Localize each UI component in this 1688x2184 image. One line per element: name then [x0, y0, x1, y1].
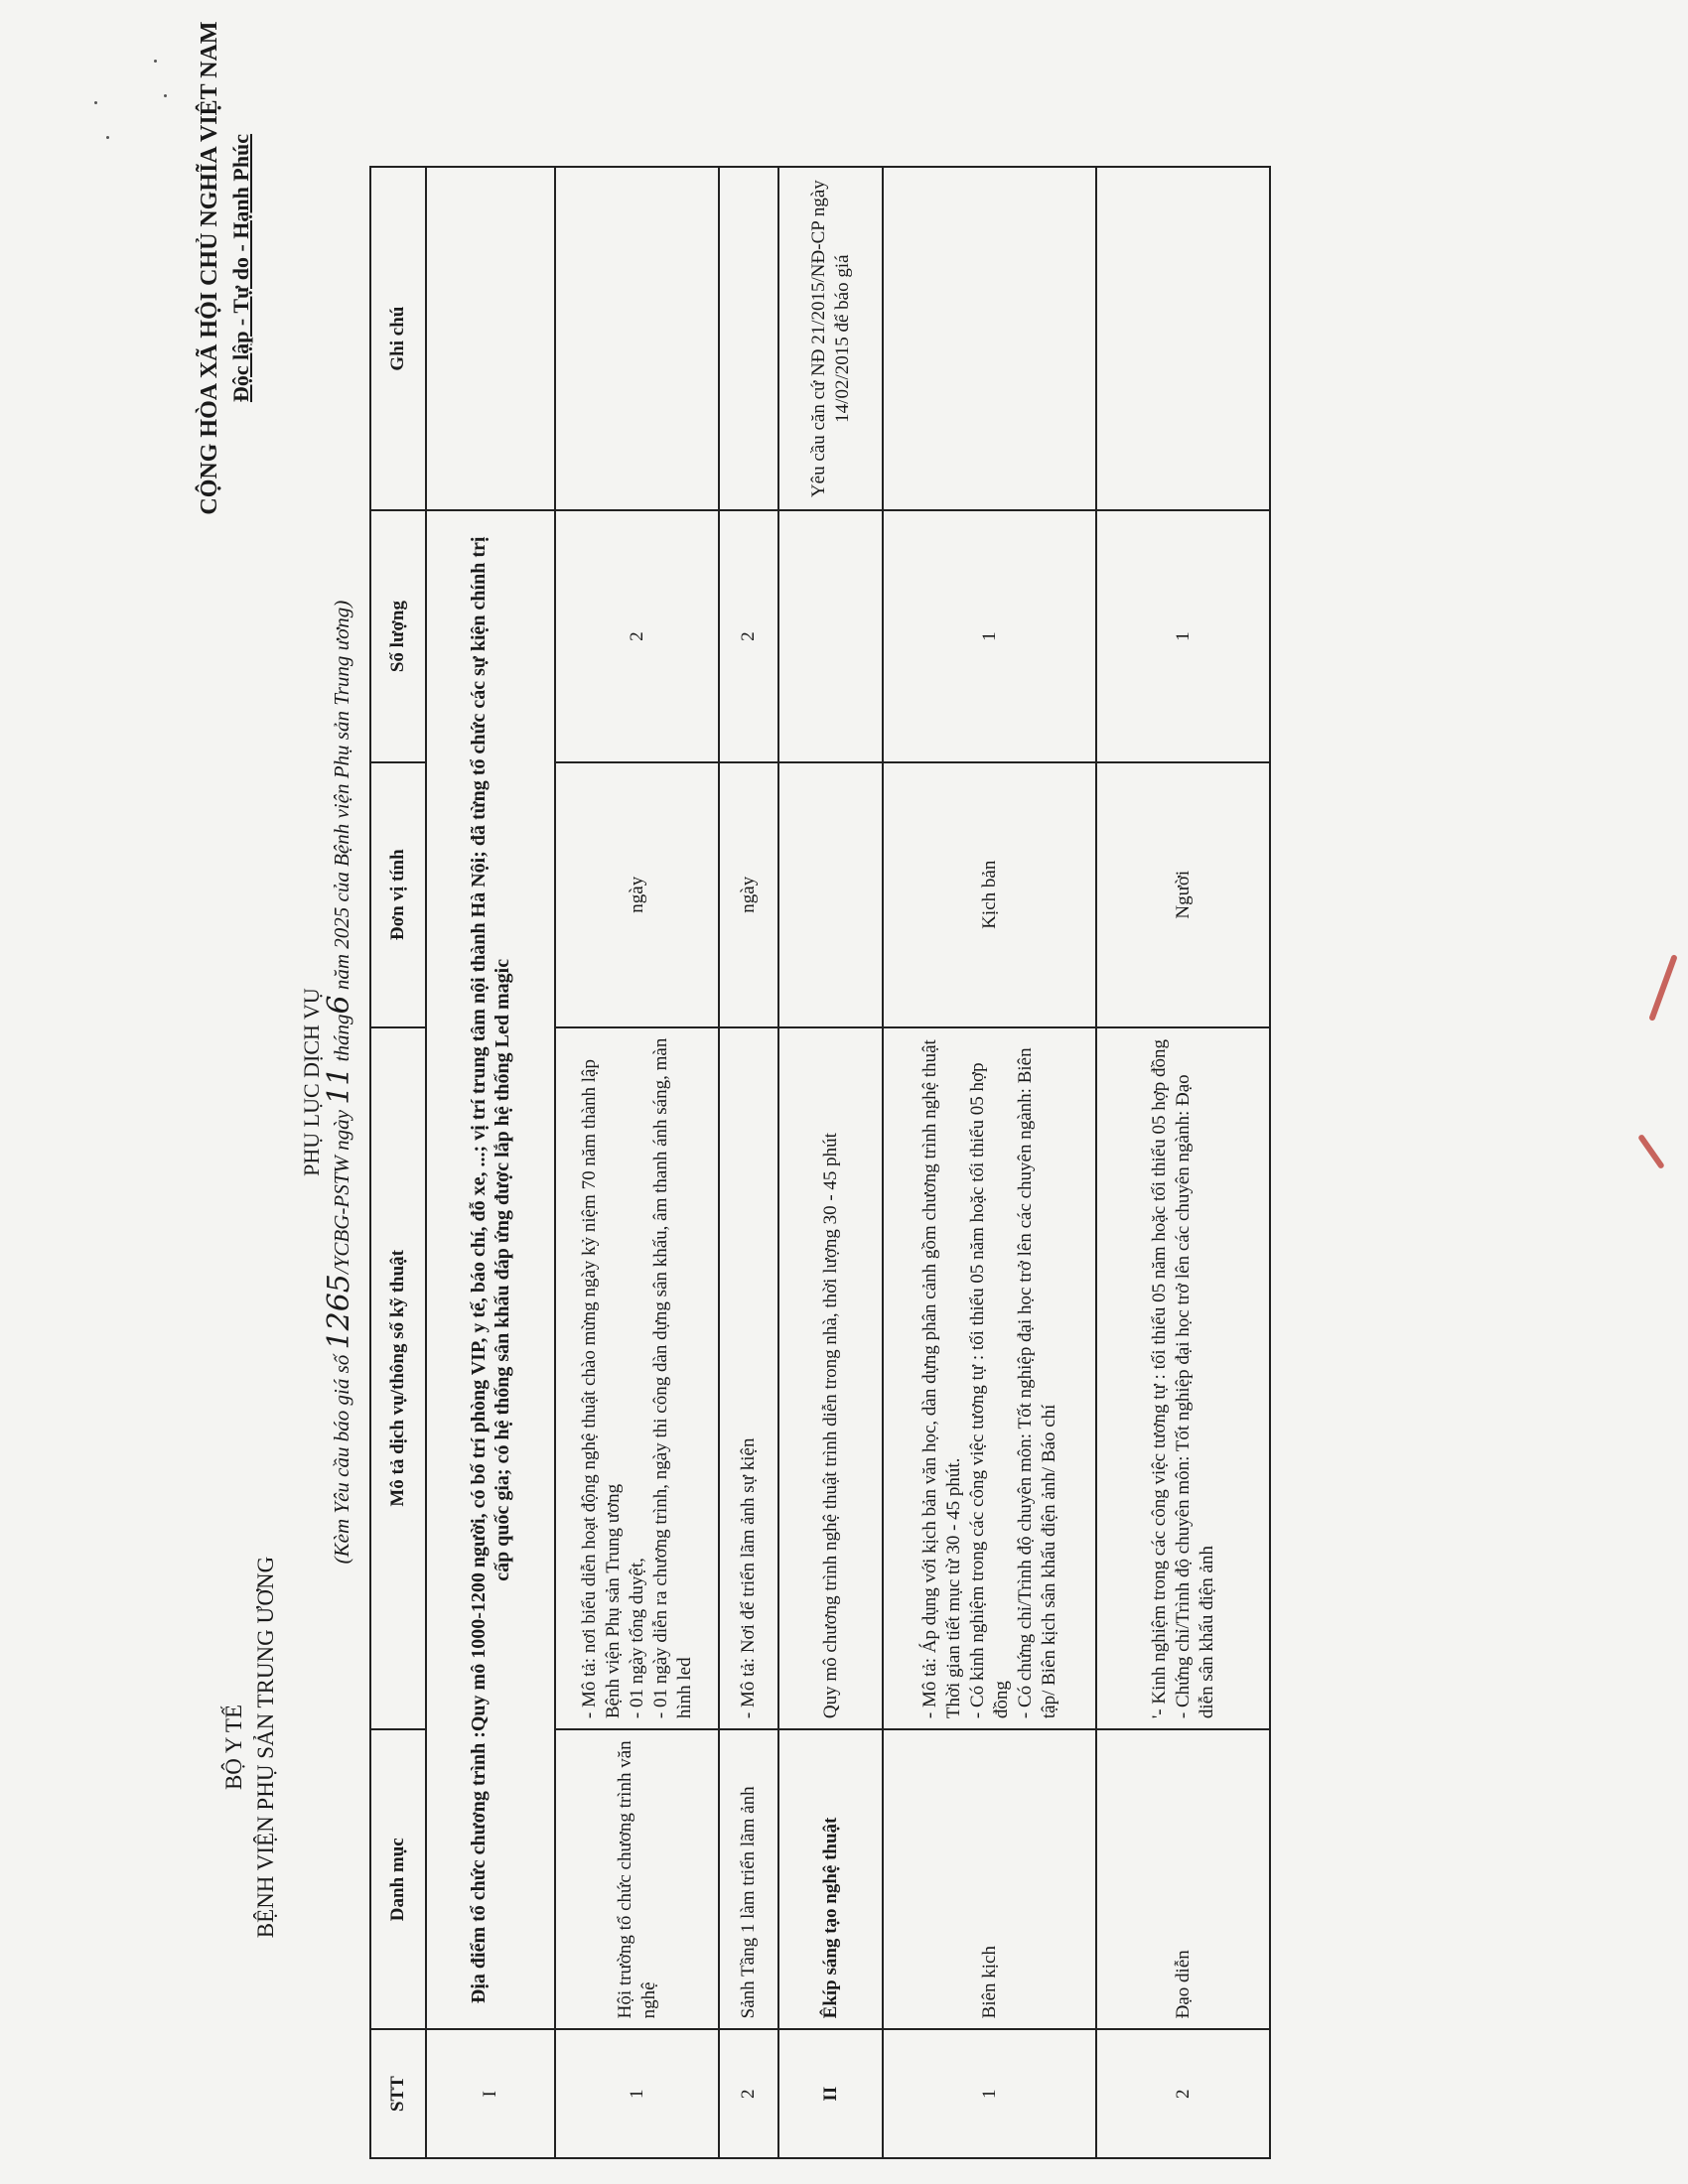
row-quantity: 1 [883, 510, 1096, 762]
table-row [1096, 167, 1270, 2158]
ministry-name: BỘ Y TẾ [221, 1704, 246, 1791]
row-stt: II [778, 2029, 883, 2158]
row-quantity: 2 [555, 510, 719, 762]
row-description: - Mô tả: Áp dụng với kịch bản văn học, dàn dựng phân cảnh gồm chương trình nghệ thuật Thời gian tiết mục từ 30 - 45 phút. - Có kinh nghiệm trong các công việc tương tự : tối thiểu 05 năm hoặc tối thiểu 05 hợp đồng - Có chứng chỉ/Trình độ chuyên môn: Tốt nghiệp đại học trở lên các chuyên ngành: Biên tập/ Biên kịch sân khấu điện ảnh/ Báo chí [883, 1027, 1096, 1730]
header-note: Ghi chú [370, 167, 426, 510]
scan-speck [106, 136, 109, 139]
row-category: Êkíp sáng tạo nghệ thuật [778, 1729, 883, 2029]
hospital-name: BỆNH VIỆN PHỤ SẢN TRUNG ƯƠNG [253, 1556, 278, 1939]
row-category: Sảnh Tầng 1 làm triển lãm ảnh [719, 1729, 778, 2029]
annex-title: PHỤ LỤC DỊCH VỤ [299, 988, 324, 1176]
request-day: 11 [322, 1066, 356, 1105]
republic-name: CỘNG HÒA XÃ HỘI CHỦ NGHĨA VIỆT NAM [197, 21, 222, 515]
header-quantity: Số lượng [370, 510, 426, 762]
header-description: Mô tả dịch vụ/thông số kỹ thuật [370, 1027, 426, 1730]
row-unit: Kịch bản [883, 762, 1096, 1027]
national-header [194, 0, 257, 576]
scan-speck [164, 94, 167, 97]
annex-heading [298, 536, 355, 1628]
table-row [883, 167, 1096, 2158]
row-quantity: 1 [1096, 510, 1270, 762]
row-quantity: 2 [719, 510, 778, 762]
row-unit: Người [1096, 762, 1270, 1027]
header-category: Danh mục [370, 1729, 426, 2029]
row-note [426, 167, 555, 510]
national-motto: Độc lập - Tự do - Hạnh Phúc [228, 133, 253, 403]
subtitle-prefix: (Kèm Yêu cầu báo giá số [330, 1354, 353, 1565]
row-category: Đạo diễn [1096, 1729, 1270, 2029]
row-stt: 2 [1096, 2029, 1270, 2158]
row-note [1096, 167, 1270, 510]
header-unit: Đơn vị tính [370, 762, 426, 1027]
section-venue-text: Địa điểm tổ chức chương trình :Quy mô 1000-1200 người, có bố trí phòng VIP, y tế, báo chí, đỗ xe, ...; vị trí trung tâm nội thành Hà Nội; đã từng tổ chức các sự kiện chính trị cấp quốc gia; có hệ thống sân khấu đáp ứng được lắp hệ thống Led magic [426, 510, 555, 2029]
row-stt: I [426, 2029, 555, 2158]
row-note [883, 167, 1096, 510]
row-unit [778, 762, 883, 1027]
row-description: Quy mô chương trình nghệ thuật trình diễn trong nhà, thời lượng 30 - 45 phút [778, 1027, 883, 1730]
row-category: Hội trường tổ chức chương trình văn nghệ [555, 1729, 719, 2029]
row-description: - Mô tả: nơi biểu diễn hoạt động nghệ thuật chào mừng ngày kỷ niệm 70 năm thành lập Bệnh viện Phụ sản Trung ương - 01 ngày tổng duyệt, - 01 ngày diễn ra chương trình, ngày thi công dàn dựng sân khấu, âm thanh ánh sáng, màn hình led [555, 1027, 719, 1730]
table-header-row [370, 167, 426, 2158]
issuer-header [218, 1400, 282, 2095]
row-category: Biên kịch [883, 1729, 1096, 2029]
row-note: Yêu cầu căn cứ NĐ 21/2015/NĐ-CP ngày 14/02/2015 để báo giá [778, 167, 883, 510]
row-stt: 1 [555, 2029, 719, 2158]
month-label: tháng [330, 1014, 353, 1062]
row-quantity [778, 510, 883, 762]
scan-speck [94, 101, 97, 104]
row-stt: 2 [719, 2029, 778, 2158]
service-table [369, 166, 1271, 2159]
row-note [719, 167, 778, 510]
subtitle-suffix: năm 2025 của Bệnh viện Phụ sản Trung ương) [330, 600, 353, 991]
header-stt: STT [370, 2029, 426, 2158]
table-row [778, 167, 883, 2158]
row-description: - Mô tả: Nơi để triển lãm ảnh sự kiện [719, 1027, 778, 1730]
request-month: 6 [322, 995, 356, 1015]
row-stt: 1 [883, 2029, 1096, 2158]
annex-subtitle [322, 536, 356, 1628]
row-description: '- Kinh nghiệm trong các công việc tương tự : tối thiểu 05 năm hoặc tối thiểu 05 hợp đồng - Chứng chỉ/Trình độ chuyên môn: Tốt nghiệp đại học trở lên các chuyên ngành: Đạo diễn sân khấu điện ảnh [1096, 1027, 1270, 1730]
subtitle-middle: /YCBG-PSTW ngày [330, 1110, 353, 1275]
row-unit: ngày [719, 762, 778, 1027]
row-unit: ngày [555, 762, 719, 1027]
table-row [426, 167, 555, 2158]
request-number: 1265 [322, 1274, 356, 1350]
scan-speck [154, 60, 157, 63]
row-note [555, 167, 719, 510]
table-row [719, 167, 778, 2158]
table-row [555, 167, 719, 2158]
